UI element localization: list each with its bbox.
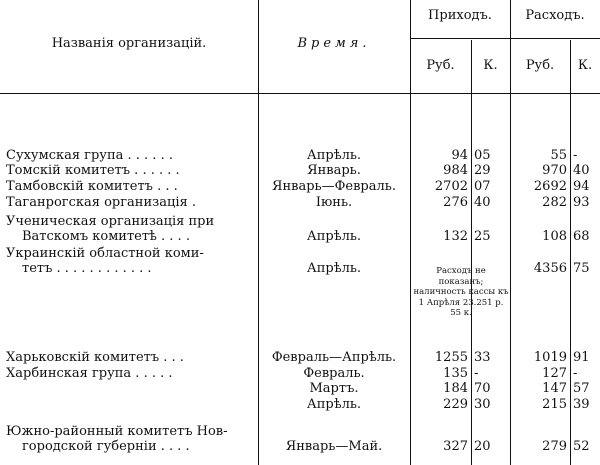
period: Февраль. [303,366,365,381]
expense-rub: 55 [550,148,567,163]
expense-kop: 52 [573,439,590,454]
period: Февраль—Апрѣль. [271,350,397,365]
period: Январь—Февраль. [272,179,396,194]
org-name: Харьковскій комитетъ . . . [6,350,184,365]
divider [410,38,600,39]
period: Мартъ. [309,381,359,396]
divider [0,93,600,94]
income-rub: 984 [443,163,468,178]
expense-rub-header: Руб. [525,58,555,73]
expense-rub: 127 [542,366,567,381]
income-kop-header: К. [483,58,498,73]
expense-kop: - [573,366,578,381]
org-name: тетъ . . . . . . . . . . . . [22,261,152,276]
income-kop: 30 [474,397,491,412]
org-name: Харбинская група . . . . . [6,366,173,381]
income-kop: 20 [474,439,491,454]
income-rub: 184 [443,381,468,396]
period: Январь. [307,163,361,178]
period: Апрѣль. [306,148,362,163]
divider [471,40,472,465]
expense-kop: 68 [573,229,590,244]
note-text: Расходъ не показанъ; наличность кассы къ 1 Апрѣля 23.251 р. 55 к. [413,266,509,318]
expense-kop: 91 [573,350,590,365]
period: Апрѣль. [306,261,362,276]
expense-kop-header: К. [577,58,593,73]
income-rub: 2702 [434,179,468,194]
income-kop: 07 [474,179,491,194]
expense-column-header: Расходъ. [525,8,585,23]
income-column-header: Приходъ. [428,8,492,23]
expense-rub: 4356 [533,261,567,276]
income-rub-header: Руб. [426,58,455,73]
income-rub: 327 [443,439,468,454]
income-rub: 276 [443,195,468,210]
expense-rub: 215 [542,397,567,412]
expense-rub: 108 [542,229,567,244]
org-name: Ученическая организація при [6,214,215,229]
org-name: Томскій комитетъ . . . . . . [6,163,180,178]
org-name: городской губерніи . . . . [22,439,190,454]
income-kop: 29 [474,163,491,178]
expense-kop: 57 [573,381,590,396]
org-name: Украинскій областной коми- [6,246,204,261]
period: Апрѣль. [306,229,362,244]
period: Январь—Май. [285,439,383,454]
expense-rub: 1019 [533,350,567,365]
income-rub: 229 [443,397,468,412]
org-name: Тамбовскій комитетъ . . . [6,179,178,194]
expense-kop: 40 [573,163,590,178]
expense-kop: - [573,148,578,163]
expense-kop: 39 [573,397,590,412]
expense-rub: 2692 [533,179,567,194]
period: Апрѣль. [306,397,362,412]
income-rub: 132 [443,229,468,244]
income-kop: 40 [474,195,491,210]
expense-rub: 282 [542,195,567,210]
income-kop: 33 [474,350,491,365]
expense-rub: 970 [542,163,567,178]
expense-rub: 147 [542,381,567,396]
income-kop: 25 [474,229,491,244]
org-name: Южно-районный комитетъ Нов- [6,424,228,439]
time-column-header: Время. [297,36,371,51]
expense-kop: 75 [573,261,590,276]
income-rub: 1255 [434,350,468,365]
org-column-header: Названія организацій. [51,36,207,51]
income-kop: 70 [474,381,491,396]
expense-kop: 94 [573,179,590,194]
org-name: Сухумская група . . . . . . [6,148,173,163]
income-rub: 94 [451,148,468,163]
divider [570,40,571,465]
expense-kop: 93 [573,195,590,210]
income-kop: 05 [474,148,491,163]
income-kop: - [474,366,479,381]
period: Іюнь. [315,195,353,210]
expense-rub: 279 [542,439,567,454]
org-name: Таганрогская организація . [6,195,196,210]
income-rub: 135 [443,366,468,381]
org-name: Ватскомъ комитетѣ . . . . [22,229,190,244]
